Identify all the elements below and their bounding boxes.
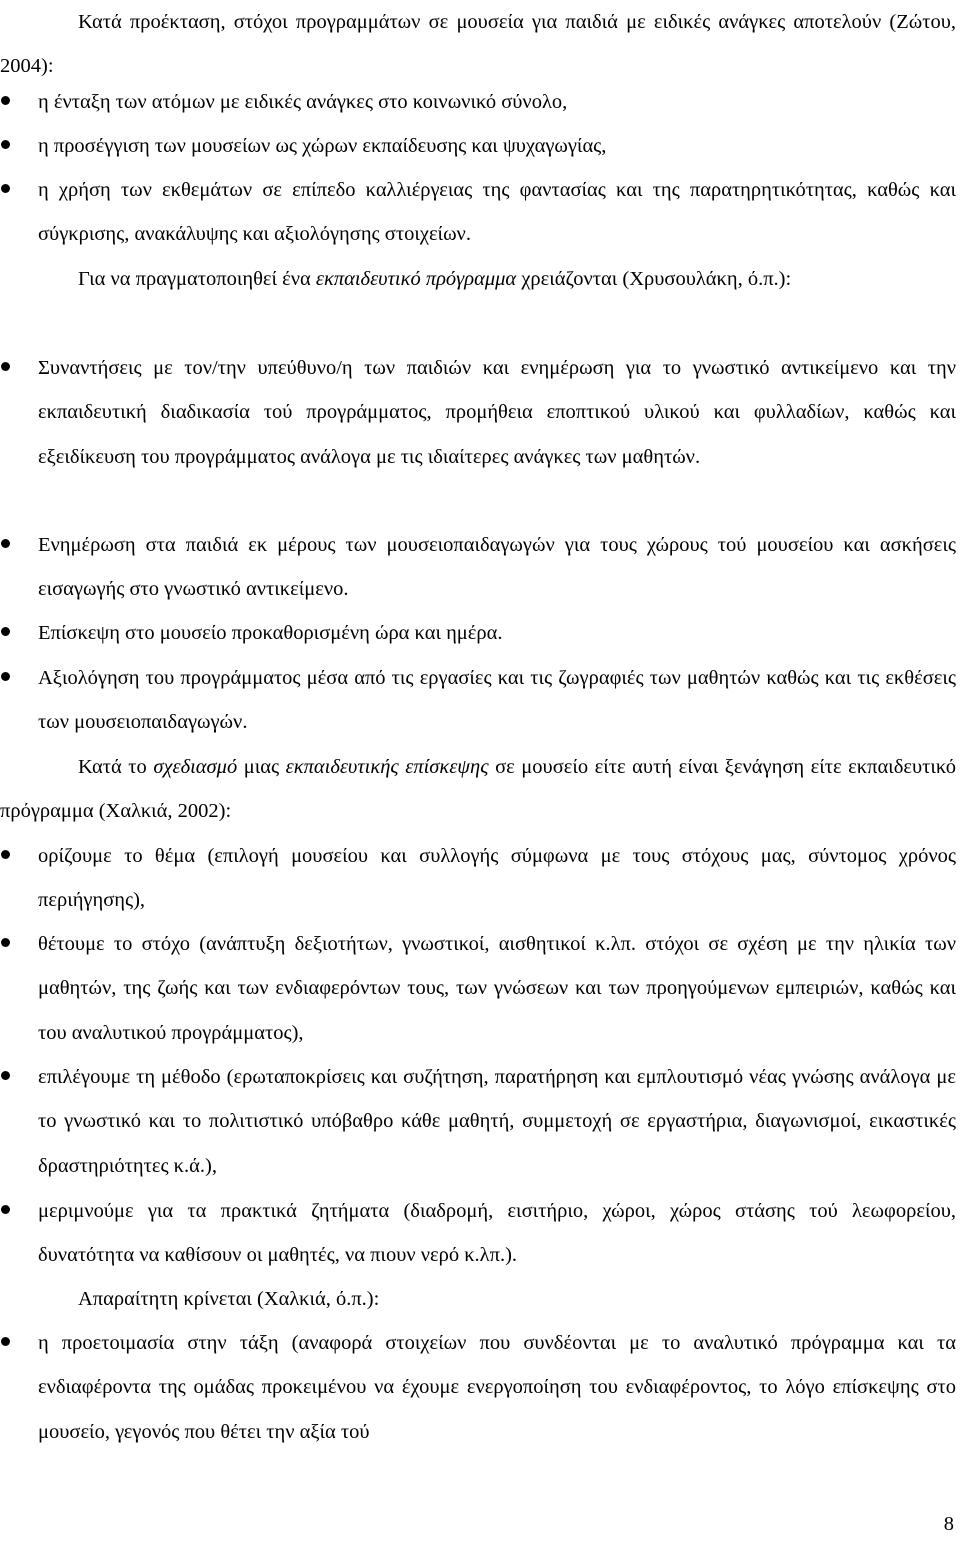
bullet-icon (1, 938, 10, 947)
paragraph-text: σε μουσείο είτε αυτή είναι ξενάγηση είτε εκπαιδευτικό πρόγραμμα (Χαλκιά, 2002): (0, 756, 956, 823)
bullet-icon (1, 850, 10, 859)
list-item (38, 124, 956, 168)
bullet-icon (1, 1337, 10, 1346)
bullet-icon (1, 627, 10, 636)
list-item-text: Αξιολόγηση του προγράμματος μέσα από τις εργασίες και τις ζωγραφιές των μαθητών καθώς και τις εκθέσεις των μουσειοπαιδαγωγών. (38, 667, 956, 734)
list-item (38, 611, 956, 655)
list-item (38, 922, 956, 1055)
paragraph-text: χρειάζονται (Χρυσουλάκη, ό.π.): (516, 268, 792, 290)
paragraph-intro (0, 0, 956, 89)
list-item-text: η ένταξη των ατόμων με ειδικές ανάγκες στο κοινωνικό σύνολο, (38, 91, 568, 113)
bullet-icon (1, 184, 10, 193)
list-item (38, 1189, 956, 1278)
paragraph-planning (0, 745, 956, 834)
bullet-icon (1, 96, 10, 105)
list-item-text: η χρήση των εκθεμάτων σε επίπεδο καλλιέργειας της φαντασίας και της παρατηρητικότητας, καθώς και σύγκρισης, ανακάλυψης και αξιολόγησης στοιχείων. (38, 179, 956, 246)
list-item (38, 656, 956, 745)
paragraph-necessary (0, 1277, 956, 1321)
list-item-text: η προσέγγιση των μουσείων ως χώρων εκπαίδευσης και ψυχαγωγίας, (38, 135, 607, 157)
emphasis-text: σχεδιασμό (153, 756, 238, 778)
list-item (38, 346, 956, 479)
list-item (38, 1055, 956, 1188)
page-number: 8 (943, 1513, 954, 1535)
list-item-text: Συναντήσεις με τον/την υπεύθυνο/η των παιδιών και ενημέρωση για το γνωστικό αντικείμενο και την εκπαιδευτική διαδικασία τού προγράμματος, προμήθεια εποπτικού υλικού και φυλλαδίων, καθώς και εξειδίκευση του προγράμματος ανάλογα με τις ιδιαίτερες ανάγκες των μαθητών. (38, 357, 956, 468)
bullet-icon (1, 1071, 10, 1080)
list-item (38, 1321, 956, 1454)
list-item-text: ορίζουμε το θέμα (επιλογή μουσείου και συλλογής σύμφωνα με τους στόχους μας, σύντομος χρόνος περιήγησης), (38, 845, 956, 912)
list-item-text: επιλέγουμε τη μέθοδο (ερωταποκρίσεις και συζήτηση, παρατήρηση και εμπλουτισμό νέας γνώσης ανάλογα με το γνωστικό και το πολιτιστικό υπόβαθρο κάθε μαθητή, συμμετοχή σε εργαστήρια, διαγωνισμοί, εικαστικές δραστηριότητες κ.ά.), (38, 1066, 956, 1177)
bullet-icon (1, 539, 10, 548)
paragraph-requirements (0, 257, 956, 301)
paragraph-intro-text: Κατά προέκταση, στόχοι προγραμμάτων σε μουσεία για παιδιά με ειδικές ανάγκες αποτελούν (Ζώτου, 2004): (0, 11, 956, 78)
paragraph-text: Απαραίτητη κρίνεται (Χαλκιά, ό.π.): (78, 1288, 380, 1310)
list-item-text: μεριμνούμε για τα πρακτικά ζητήματα (διαδρομή, εισιτήριο, χώροι, χώρος στάσης τού λεωφορείου, δυνατότητα να καθίσουν οι μαθητές, να πιουν νερό κ.λπ.). (38, 1200, 956, 1267)
list-item (38, 523, 956, 612)
bullet-icon (1, 140, 10, 149)
bullet-icon (1, 1205, 10, 1214)
emphasis-text: εκπαιδευτικό πρόγραμμα (315, 268, 517, 290)
list-item (38, 168, 956, 257)
bullet-icon (1, 362, 10, 371)
list-item-text: Ενημέρωση στα παιδιά εκ μέρους των μουσειοπαιδαγωγών για τους χώρους τού μουσείου και ασκήσεις εισαγωγής στο γνωστικό αντικείμενο. (38, 534, 956, 601)
paragraph-text: Για να πραγματοποιηθεί ένα (78, 268, 316, 290)
list-item-text: η προετοιμασία στην τάξη (αναφορά στοιχείων που συνδέονται με το αναλυτικό πρόγραμμα και τα ενδιαφέροντα της ομάδας προκειμένου να έχουμε ενεργοποίηση του ενδιαφέροντος, το λόγο επίσκεψης στο μουσείο, γεγονός που θέτει την αξία τού (38, 1332, 956, 1443)
list-item-text: θέτουμε το στόχο (ανάπτυξη δεξιοτήτων, γνωστικοί, αισθητικοί κ.λπ. στόχοι σε σχέση με την ηλικία των μαθητών, της ζωής και των ενδιαφερόντων τους, των γνώσεων και των προηγούμενων εμπειριών, καθώς και του αναλυτικού προγράμματος), (38, 933, 956, 1044)
list-item (38, 80, 956, 124)
list-item-text: Επίσκεψη στο μουσείο προκαθορισμένη ώρα και ημέρα. (38, 622, 503, 644)
paragraph-text: μιας (237, 756, 286, 778)
paragraph-text: Κατά το (78, 756, 154, 778)
list-item (38, 834, 956, 923)
emphasis-text: εκπαιδευτικής επίσκεψης (285, 756, 489, 778)
bullet-icon (1, 672, 10, 681)
